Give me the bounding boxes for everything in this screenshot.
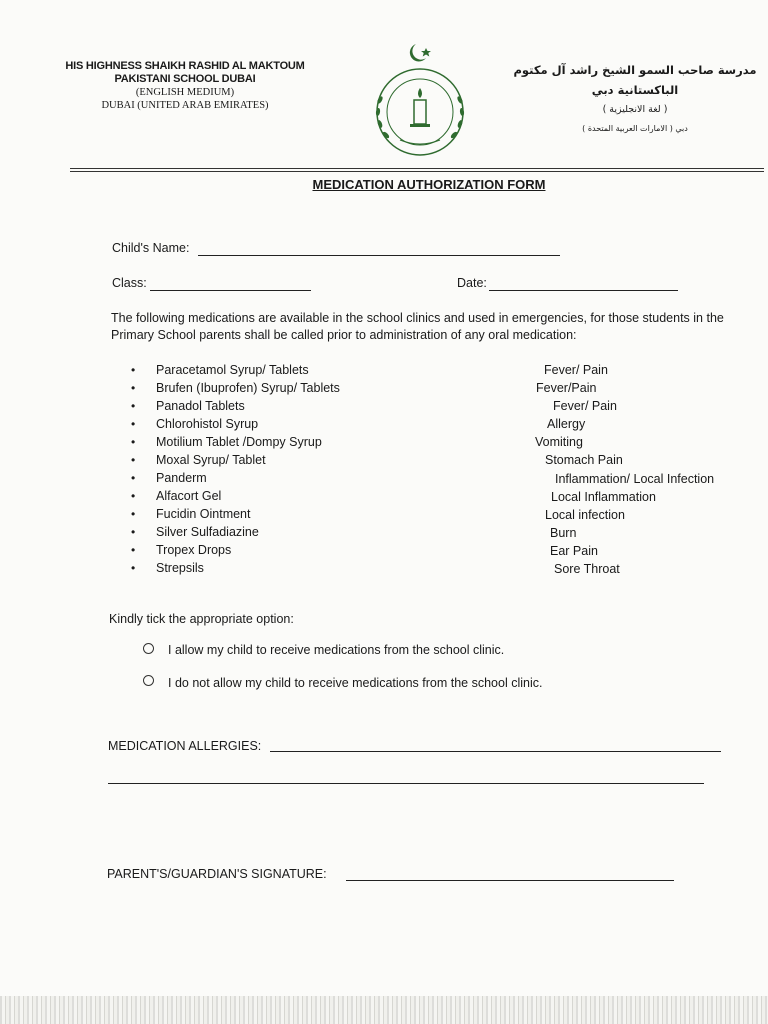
medication-use: Fever/ Pain [544,363,608,377]
signature-label: PARENT'S/GUARDIAN'S SIGNATURE: [107,867,327,881]
medication-name: Fucidin Ointment [156,507,251,521]
class-label: Class: [112,276,147,290]
medication-name: Tropex Drops [156,543,232,557]
signature-field[interactable] [346,868,674,881]
header-divider-inner [70,171,764,172]
childs-name-field[interactable] [198,243,560,256]
arabic-name-line2: ( لغة الانجليزية ) [602,104,668,115]
scan-edge-noise [0,996,768,1024]
school-name-line2: PAKISTANI SCHOOL DUBAI [114,73,256,85]
bullet-icon: • [131,543,136,557]
medication-name: Motilium Tablet /Dompy Syrup [156,435,322,449]
medication-name: Panadol Tablets [156,399,245,413]
medication-name: Moxal Syrup/ Tablet [156,453,266,467]
medication-use: Local Inflammation [551,490,656,504]
school-name-english [40,60,330,112]
date-field[interactable] [489,278,678,291]
medication-use: Fever/ Pain [553,399,617,413]
school-name-line1: HIS HIGHNESS SHAIKH RASHID AL MAKTOUM [65,60,305,72]
medication-use: Allergy [547,417,586,431]
bullet-icon: • [131,507,136,521]
medication-name: Panderm [156,471,207,485]
school-medium: (ENGLISH MEDIUM) [135,87,235,98]
bullet-icon: • [131,435,136,449]
medication-name: Alfacort Gel [156,489,222,503]
bullet-icon: • [131,525,136,539]
bullet-icon: • [131,399,136,413]
medication-name: Silver Sulfadiazine [156,525,259,539]
school-name-arabic [500,60,768,138]
medication-name: Chlorohistol Syrup [156,417,259,431]
medication-name: Brufen (Ibuprofen) Syrup/ Tablets [156,381,340,395]
bullet-icon: • [131,363,136,377]
school-crest-logo [360,40,480,165]
medication-use: Vomiting [535,435,583,449]
arabic-name-line3: دبي ( الامارات العربية المتحدة ) [582,124,688,133]
form-title: MEDICATION AUTHORIZATION FORM [312,177,546,192]
medication-use: Inflammation/ Local Infection [555,472,715,486]
date-label: Date: [457,276,487,290]
allow-radio[interactable] [143,643,154,654]
medication-use: Fever/Pain [536,381,597,395]
bullet-icon: • [131,381,136,395]
bullet-icon: • [131,453,136,467]
header-divider [70,168,764,169]
bullet-icon: • [131,489,136,503]
bullet-icon: • [131,471,136,485]
allergies-label: MEDICATION ALLERGIES: [108,739,262,753]
medication-name: Strepsils [156,561,204,575]
medication-use: Stomach Pain [545,453,623,467]
medication-name: Paracetamol Syrup/ Tablets [156,363,309,377]
bullet-icon: • [131,561,136,575]
allow-option-label: I allow my child to receive medications from the school clinic. [168,643,505,657]
school-location: DUBAI (UNITED ARAB EMIRATES) [101,100,269,111]
arabic-name-line1: مدرسة صاحب السمو الشيخ راشد آل مكتوم الباكستانية دبي [513,63,757,97]
medication-use: Sore Throat [554,562,620,576]
bullet-icon: • [131,417,136,431]
allergies-field-line2[interactable] [108,771,704,784]
allergies-field[interactable] [270,739,721,752]
medication-use: Burn [550,526,577,540]
childs-name-label: Child's Name: [112,241,190,255]
medication-use: Local infection [545,508,625,522]
class-field[interactable] [150,278,311,291]
medication-use: Ear Pain [550,544,598,558]
deny-option-label: I do not allow my child to receive medications from the school clinic. [168,676,543,690]
tick-prompt: Kindly tick the appropriate option: [109,612,294,626]
intro-paragraph: The following medications are available in the school clinics and used in emergencies, for those students in the Primary School parents shall be called prior to administration of any oral medication: [111,311,724,342]
deny-radio[interactable] [143,675,154,686]
